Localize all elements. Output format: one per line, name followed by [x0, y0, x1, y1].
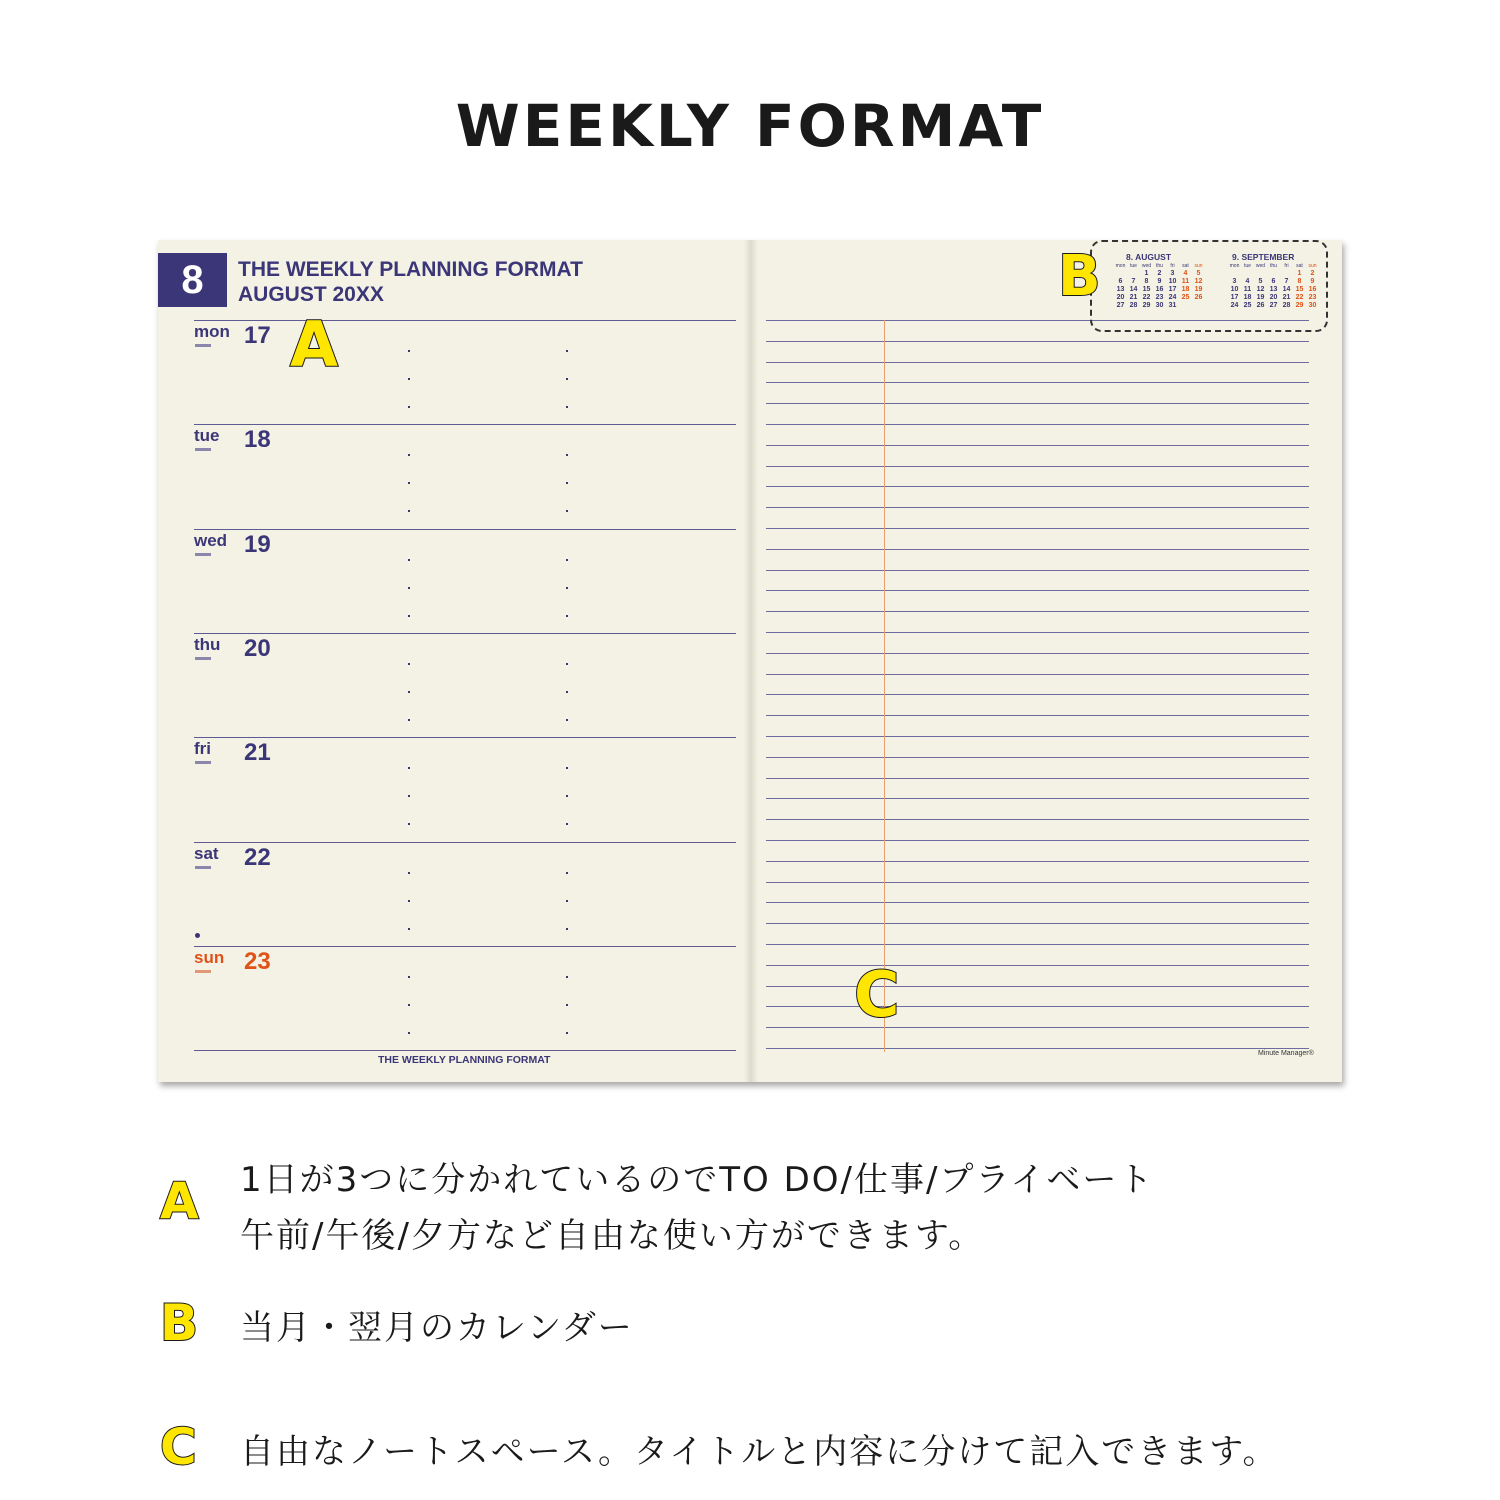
note-rule [766, 986, 1309, 987]
note-rule [766, 965, 1309, 966]
day-divider [194, 633, 736, 634]
calendar-day [1280, 270, 1293, 278]
calendar-day: 30 [1155, 302, 1164, 309]
calendar-day: 16 [1308, 286, 1317, 293]
day-divider [194, 737, 736, 738]
day-divider [194, 424, 736, 425]
legend-text-a-line2: 午前/午後/夕方など自由な使い方ができます。 [240, 1216, 985, 1256]
calendar-day: 25 [1181, 294, 1190, 301]
legend-letter-c: C [160, 1418, 197, 1476]
section-dot [408, 795, 410, 797]
legend-text-c: 自由なノートスペース。タイトルと内容に分けて記入できます。 [240, 1432, 1279, 1472]
calendar-weekday: fri [1170, 263, 1175, 269]
calendar-day: 7 [1284, 278, 1289, 285]
mini-calendar [1090, 240, 1328, 332]
section-dot [566, 719, 568, 721]
marker-a: A [290, 308, 338, 381]
calendar-day: 24 [1230, 302, 1239, 309]
note-rule [766, 362, 1309, 363]
calendar-day: 13 [1116, 286, 1125, 293]
calendar-day: 24 [1168, 294, 1177, 301]
day-name: wed [194, 530, 228, 550]
calendar-day: 11 [1243, 286, 1252, 293]
section-dot [566, 615, 568, 617]
calendar-day: 26 [1194, 294, 1203, 301]
note-rule [766, 403, 1309, 404]
calendar-day: 17 [1230, 294, 1239, 301]
section-dot [408, 350, 410, 352]
note-rule [766, 861, 1309, 862]
day-divider [194, 946, 736, 947]
calendar-day: 20 [1269, 294, 1278, 301]
section-dot [566, 1032, 568, 1034]
day-number: 23 [244, 947, 271, 975]
section-dot [408, 691, 410, 693]
calendar-day: 1 [1297, 270, 1302, 277]
section-dot [566, 406, 568, 408]
legend-letter-b: B [160, 1294, 199, 1352]
calendar-day: 12 [1256, 286, 1265, 293]
calendar-day: 8 [1144, 278, 1149, 285]
calendar-day: 2 [1310, 270, 1315, 277]
note-rule [766, 466, 1309, 467]
note-rule [766, 1048, 1309, 1049]
day-subscript [195, 448, 211, 451]
calendar-day: 28 [1129, 302, 1138, 309]
section-dot [408, 378, 410, 380]
calendar-day: 3 [1232, 278, 1237, 285]
calendar-day: 10 [1168, 278, 1177, 285]
calendar-weekday: thu [1270, 263, 1277, 269]
calendar-day: 30 [1308, 302, 1317, 309]
section-dot [566, 928, 568, 930]
calendar-day: 15 [1142, 286, 1151, 293]
note-rule [766, 715, 1309, 716]
calendar-day: 13 [1269, 286, 1278, 293]
day-subscript [195, 344, 211, 347]
calendar-day: 2 [1157, 270, 1162, 277]
section-dot [408, 587, 410, 589]
note-rule [766, 882, 1309, 883]
note-rule [766, 424, 1309, 425]
note-rule [766, 840, 1309, 841]
day-number: 18 [244, 426, 271, 454]
calendar-day [1179, 302, 1192, 310]
calendar-day: 18 [1243, 294, 1252, 301]
day-number: 17 [244, 322, 271, 349]
calendar-day: 26 [1256, 302, 1265, 309]
calendar-weekday: sun [1194, 263, 1203, 269]
note-rule [766, 944, 1309, 945]
calendar-weekday: mon [1115, 263, 1126, 269]
section-dot [408, 928, 410, 930]
note-rule [766, 528, 1309, 529]
calendar-month-title: 9. SEPTEMBER [1232, 252, 1295, 262]
day-number: 19 [244, 530, 271, 558]
note-rule [766, 507, 1309, 508]
calendar-day: 9 [1310, 278, 1315, 285]
section-dot [408, 559, 410, 561]
note-rule [766, 486, 1309, 487]
calendar-day: 1 [1144, 270, 1149, 277]
calendar-day: 8 [1297, 278, 1302, 285]
legend-text-a-line1: 1日が3つに分かれているのでTO DO/仕事/プライベート [240, 1160, 1155, 1200]
calendar-day: 27 [1269, 302, 1278, 309]
day-name: tue [194, 426, 220, 446]
note-rule [766, 798, 1309, 799]
calendar-day: 14 [1129, 286, 1138, 293]
calendar-weekday: wed [1255, 263, 1266, 269]
calendar-day: 31 [1168, 302, 1177, 309]
calendar-day: 17 [1168, 286, 1177, 293]
calendar-day [1267, 270, 1280, 278]
calendar-day: 3 [1170, 270, 1175, 277]
calendar-day: 29 [1142, 302, 1151, 309]
day-number: 21 [244, 739, 271, 767]
note-rule [766, 757, 1309, 758]
marker-c: C [854, 958, 900, 1031]
planner-month-year: AUGUST 20XX [238, 283, 384, 306]
calendar-day: 5 [1196, 270, 1201, 277]
legend-text-b: 当月・翌月のカレンダー [240, 1308, 634, 1348]
calendar-weekday: thu [1156, 263, 1163, 269]
section-dot [566, 663, 568, 665]
calendar-day: 11 [1181, 278, 1190, 285]
note-rule [766, 632, 1309, 633]
calendar-day: 19 [1256, 294, 1265, 301]
left-page-footer: THE WEEKLY PLANNING FORMAT [378, 1054, 551, 1066]
note-rule [766, 778, 1309, 779]
calendar-day: 9 [1157, 278, 1162, 285]
calendar-weekday: sat [1182, 263, 1189, 269]
calendar-weekday: tue [1244, 263, 1251, 269]
section-dot [566, 691, 568, 693]
planner-title: THE WEEKLY PLANNING FORMAT [238, 258, 583, 281]
note-rule [766, 653, 1309, 654]
calendar-weekday: mon [1229, 263, 1240, 269]
section-dot [566, 482, 568, 484]
section-dot [566, 559, 568, 561]
calendar-day: 29 [1295, 302, 1304, 309]
section-dot [566, 823, 568, 825]
section-dot [408, 767, 410, 769]
note-rule [766, 445, 1309, 446]
section-dot [408, 663, 410, 665]
day-divider [194, 320, 736, 321]
day-divider [194, 1050, 736, 1051]
note-rule [766, 549, 1309, 550]
calendar-weekday: fri [1284, 263, 1289, 269]
calendar-day: 10 [1230, 286, 1239, 293]
day-subscript [195, 657, 211, 660]
calendar-day [1127, 270, 1140, 278]
day-divider [194, 842, 736, 843]
day-subscript [195, 553, 211, 556]
day-subscript [195, 866, 211, 869]
note-rule [766, 590, 1309, 591]
calendar-day [1241, 270, 1254, 278]
note-rule [766, 570, 1309, 571]
day-number: 22 [244, 843, 271, 871]
calendar-weekday: sun [1308, 263, 1317, 269]
section-dot [566, 454, 568, 456]
calendar-weekday: tue [1130, 263, 1137, 269]
page-title: WEEKLY FORMAT [455, 92, 1045, 160]
section-dot [566, 976, 568, 978]
note-rule [766, 694, 1309, 695]
section-dot [408, 454, 410, 456]
section-dot [408, 615, 410, 617]
marker-b: B [1058, 244, 1101, 309]
calendar-weekday: wed [1141, 263, 1152, 269]
day-number: 20 [244, 634, 271, 662]
day-subscript [195, 761, 211, 764]
section-dot [408, 719, 410, 721]
calendar-day: 4 [1245, 278, 1250, 285]
calendar-day: 21 [1282, 294, 1291, 301]
section-dot [566, 900, 568, 902]
calendar-day [1254, 270, 1267, 278]
title-margin-line [884, 320, 885, 1052]
section-dot [566, 378, 568, 380]
section-dot [566, 1004, 568, 1006]
calendar-day: 20 [1116, 294, 1125, 301]
section-dot [408, 976, 410, 978]
calendar-month-title: 8. AUGUST [1126, 252, 1172, 262]
note-rule [766, 674, 1309, 675]
note-rule [766, 611, 1309, 612]
note-rule [766, 923, 1309, 924]
book-gutter [744, 240, 758, 1082]
calendar-day: 15 [1295, 286, 1304, 293]
calendar-day: 23 [1308, 294, 1317, 301]
calendar-day: 18 [1181, 286, 1190, 293]
calendar-day: 12 [1194, 278, 1203, 285]
day-subscript [195, 970, 211, 973]
section-dot [408, 823, 410, 825]
section-dot [566, 510, 568, 512]
calendar-weekday: sat [1296, 263, 1303, 269]
calendar-day: 7 [1131, 278, 1136, 285]
calendar-day: 23 [1155, 294, 1164, 301]
day-name: sat [194, 843, 219, 863]
calendar-day: 14 [1282, 286, 1291, 293]
calendar-day: 4 [1183, 270, 1188, 277]
calendar-day: 6 [1271, 278, 1276, 285]
calendar-day: 28 [1282, 302, 1291, 309]
day-divider [194, 529, 736, 530]
calendar-day: 27 [1116, 302, 1125, 309]
day-name: thu [194, 634, 221, 654]
calendar-day: 22 [1295, 294, 1304, 301]
note-rule [766, 1027, 1309, 1028]
calendar-day: 25 [1243, 302, 1252, 309]
note-rule [766, 382, 1309, 383]
legend-letter-a: A [160, 1172, 199, 1230]
note-rule [766, 902, 1309, 903]
calendar-day: 16 [1155, 286, 1164, 293]
section-dot [566, 587, 568, 589]
section-dot [408, 1004, 410, 1006]
section-dot [408, 1032, 410, 1034]
section-dot [566, 767, 568, 769]
calendar-grid-september [1228, 262, 1319, 310]
section-dot [566, 795, 568, 797]
calendar-day: 6 [1118, 278, 1123, 285]
section-dot [408, 872, 410, 874]
note-rule [766, 819, 1309, 820]
month-number-badge: 8 [158, 253, 227, 307]
note-rule [766, 1006, 1309, 1007]
calendar-grid-august [1114, 262, 1205, 310]
calendar-day: 19 [1194, 286, 1203, 293]
note-rule [766, 736, 1309, 737]
calendar-day [1228, 270, 1241, 278]
day-name: fri [194, 739, 211, 759]
note-rule [766, 341, 1309, 342]
planner-spread [158, 240, 1342, 1082]
section-dot [566, 350, 568, 352]
calendar-day: 21 [1129, 294, 1138, 301]
section-dot [566, 872, 568, 874]
section-dot [408, 406, 410, 408]
section-dot [408, 510, 410, 512]
section-dot [408, 482, 410, 484]
bullet-dot [195, 933, 200, 938]
section-dot [408, 900, 410, 902]
right-page-footer: Minute Manager® [1258, 1050, 1314, 1057]
day-name: sun [194, 947, 225, 967]
day-name: mon [194, 322, 230, 341]
calendar-day: 22 [1142, 294, 1151, 301]
calendar-day [1192, 302, 1205, 310]
calendar-day: 5 [1258, 278, 1263, 285]
calendar-day [1114, 270, 1127, 278]
